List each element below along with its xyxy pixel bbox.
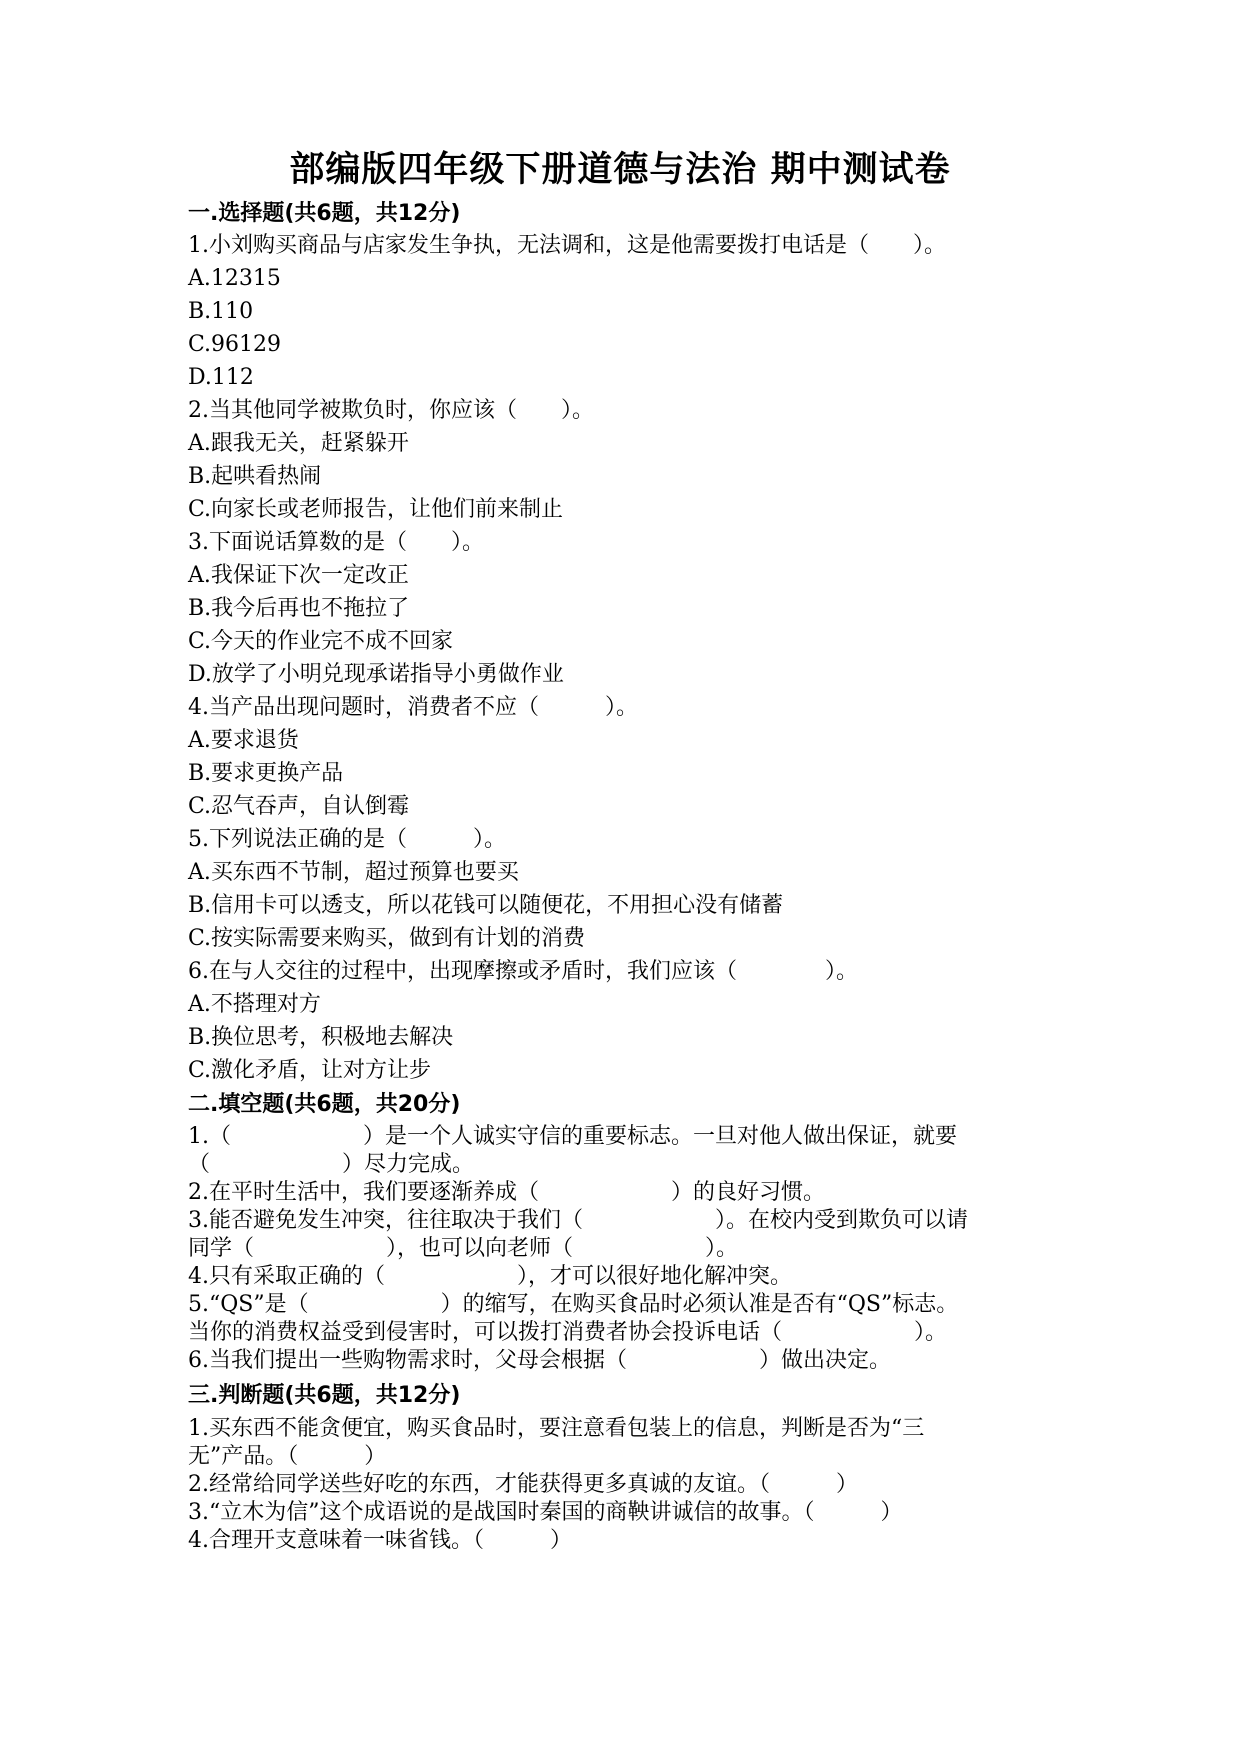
page-title: 部编版四年级下册道德与法治 期中测试卷 xyxy=(289,150,951,190)
question-line: 1.买东西不能贪便宜，购买食品时，要注意看包装上的信息，判断是否为“三 xyxy=(188,1416,925,1441)
option-line: B.我今后再也不拖拉了 xyxy=(188,596,410,621)
option-line: C.按实际需要来购买，做到有计划的消费 xyxy=(188,926,586,951)
question-line: 2.当其他同学被欺负时，你应该（ ）。 xyxy=(188,398,594,423)
question-line: 2.经常给同学送些好吃的东西，才能获得更多真诚的友谊。（ ） xyxy=(188,1472,858,1497)
option-line: C.今天的作业完不成不回家 xyxy=(188,629,454,654)
question-line: 同学（ ），也可以向老师（ ）。 xyxy=(188,1236,739,1261)
question-line: 3.下面说话算数的是（ ）。 xyxy=(188,530,484,555)
question-line: 1.（ ）是一个人诚实守信的重要标志。一旦对他人做出保证，就要 xyxy=(188,1124,957,1149)
option-line: A.12315 xyxy=(188,266,281,291)
option-line: B.换位思考，积极地去解决 xyxy=(188,1025,454,1050)
option-line: D.放学了小明兑现承诺指导小勇做作业 xyxy=(188,662,564,687)
option-line: B.110 xyxy=(188,299,254,324)
option-line: A.要求退货 xyxy=(188,728,299,753)
question-line: 5.下列说法正确的是（ ）。 xyxy=(188,827,506,852)
option-line: B.要求更换产品 xyxy=(188,761,344,786)
question-line: 4.只有采取正确的（ ），才可以很好地化解冲突。 xyxy=(188,1264,792,1289)
question-line: （ ）尽力完成。 xyxy=(188,1152,475,1177)
option-line: A.我保证下次一定改正 xyxy=(188,563,409,588)
option-line: D.112 xyxy=(188,365,254,390)
option-line: C.激化矛盾，让对方让步 xyxy=(188,1058,432,1083)
question-line: 3.“立木为信”这个成语说的是战国时秦国的商鞅讲诚信的故事。（ ） xyxy=(188,1500,903,1525)
section-heading-choice: 一.选择题(共6题，共12分) xyxy=(188,201,461,226)
section-heading-fill: 二.填空题(共6题，共20分) xyxy=(188,1092,461,1117)
question-line: 4.合理开支意味着一味省钱。（ ） xyxy=(188,1528,572,1553)
option-line: A.买东西不节制，超过预算也要买 xyxy=(188,860,519,885)
question-line: 1.小刘购买商品与店家发生争执，无法调和，这是他需要拨打电话是（ ）。 xyxy=(188,233,946,258)
option-line: C.忍气吞声，自认倒霉 xyxy=(188,794,410,819)
section-heading-judge: 三.判断题(共6题，共12分) xyxy=(188,1383,461,1408)
question-line: 5.“QS”是（ ）的缩写，在购买食品时必须认准是否有“QS”标志。 xyxy=(188,1292,959,1317)
question-line: 3.能否避免发生冲突，往往取决于我们（ ）。在校内受到欺负可以请 xyxy=(188,1208,968,1233)
question-line: 2.在平时生活中，我们要逐渐养成（ ）的良好习惯。 xyxy=(188,1180,825,1205)
question-line: 6.当我们提出一些购物需求时，父母会根据（ ）做出决定。 xyxy=(188,1348,891,1373)
option-line: B.信用卡可以透支，所以花钱可以随便花，不用担心没有储蓄 xyxy=(188,893,784,918)
question-line: 4.当产品出现问题时，消费者不应（ ）。 xyxy=(188,695,638,720)
option-line: C.96129 xyxy=(188,332,282,357)
question-line: 无”产品。（ ） xyxy=(188,1444,387,1469)
option-line: C.向家长或老师报告，让他们前来制止 xyxy=(188,497,564,522)
question-line: 当你的消费权益受到侵害时，可以拨打消费者协会投诉电话（ ）。 xyxy=(188,1320,948,1345)
option-line: A.不搭理对方 xyxy=(188,992,321,1017)
option-line: A.跟我无关，赶紧躲开 xyxy=(188,431,409,456)
question-line: 6.在与人交往的过程中，出现摩擦或矛盾时，我们应该（ ）。 xyxy=(188,959,858,984)
option-line: B.起哄看热闹 xyxy=(188,464,322,489)
